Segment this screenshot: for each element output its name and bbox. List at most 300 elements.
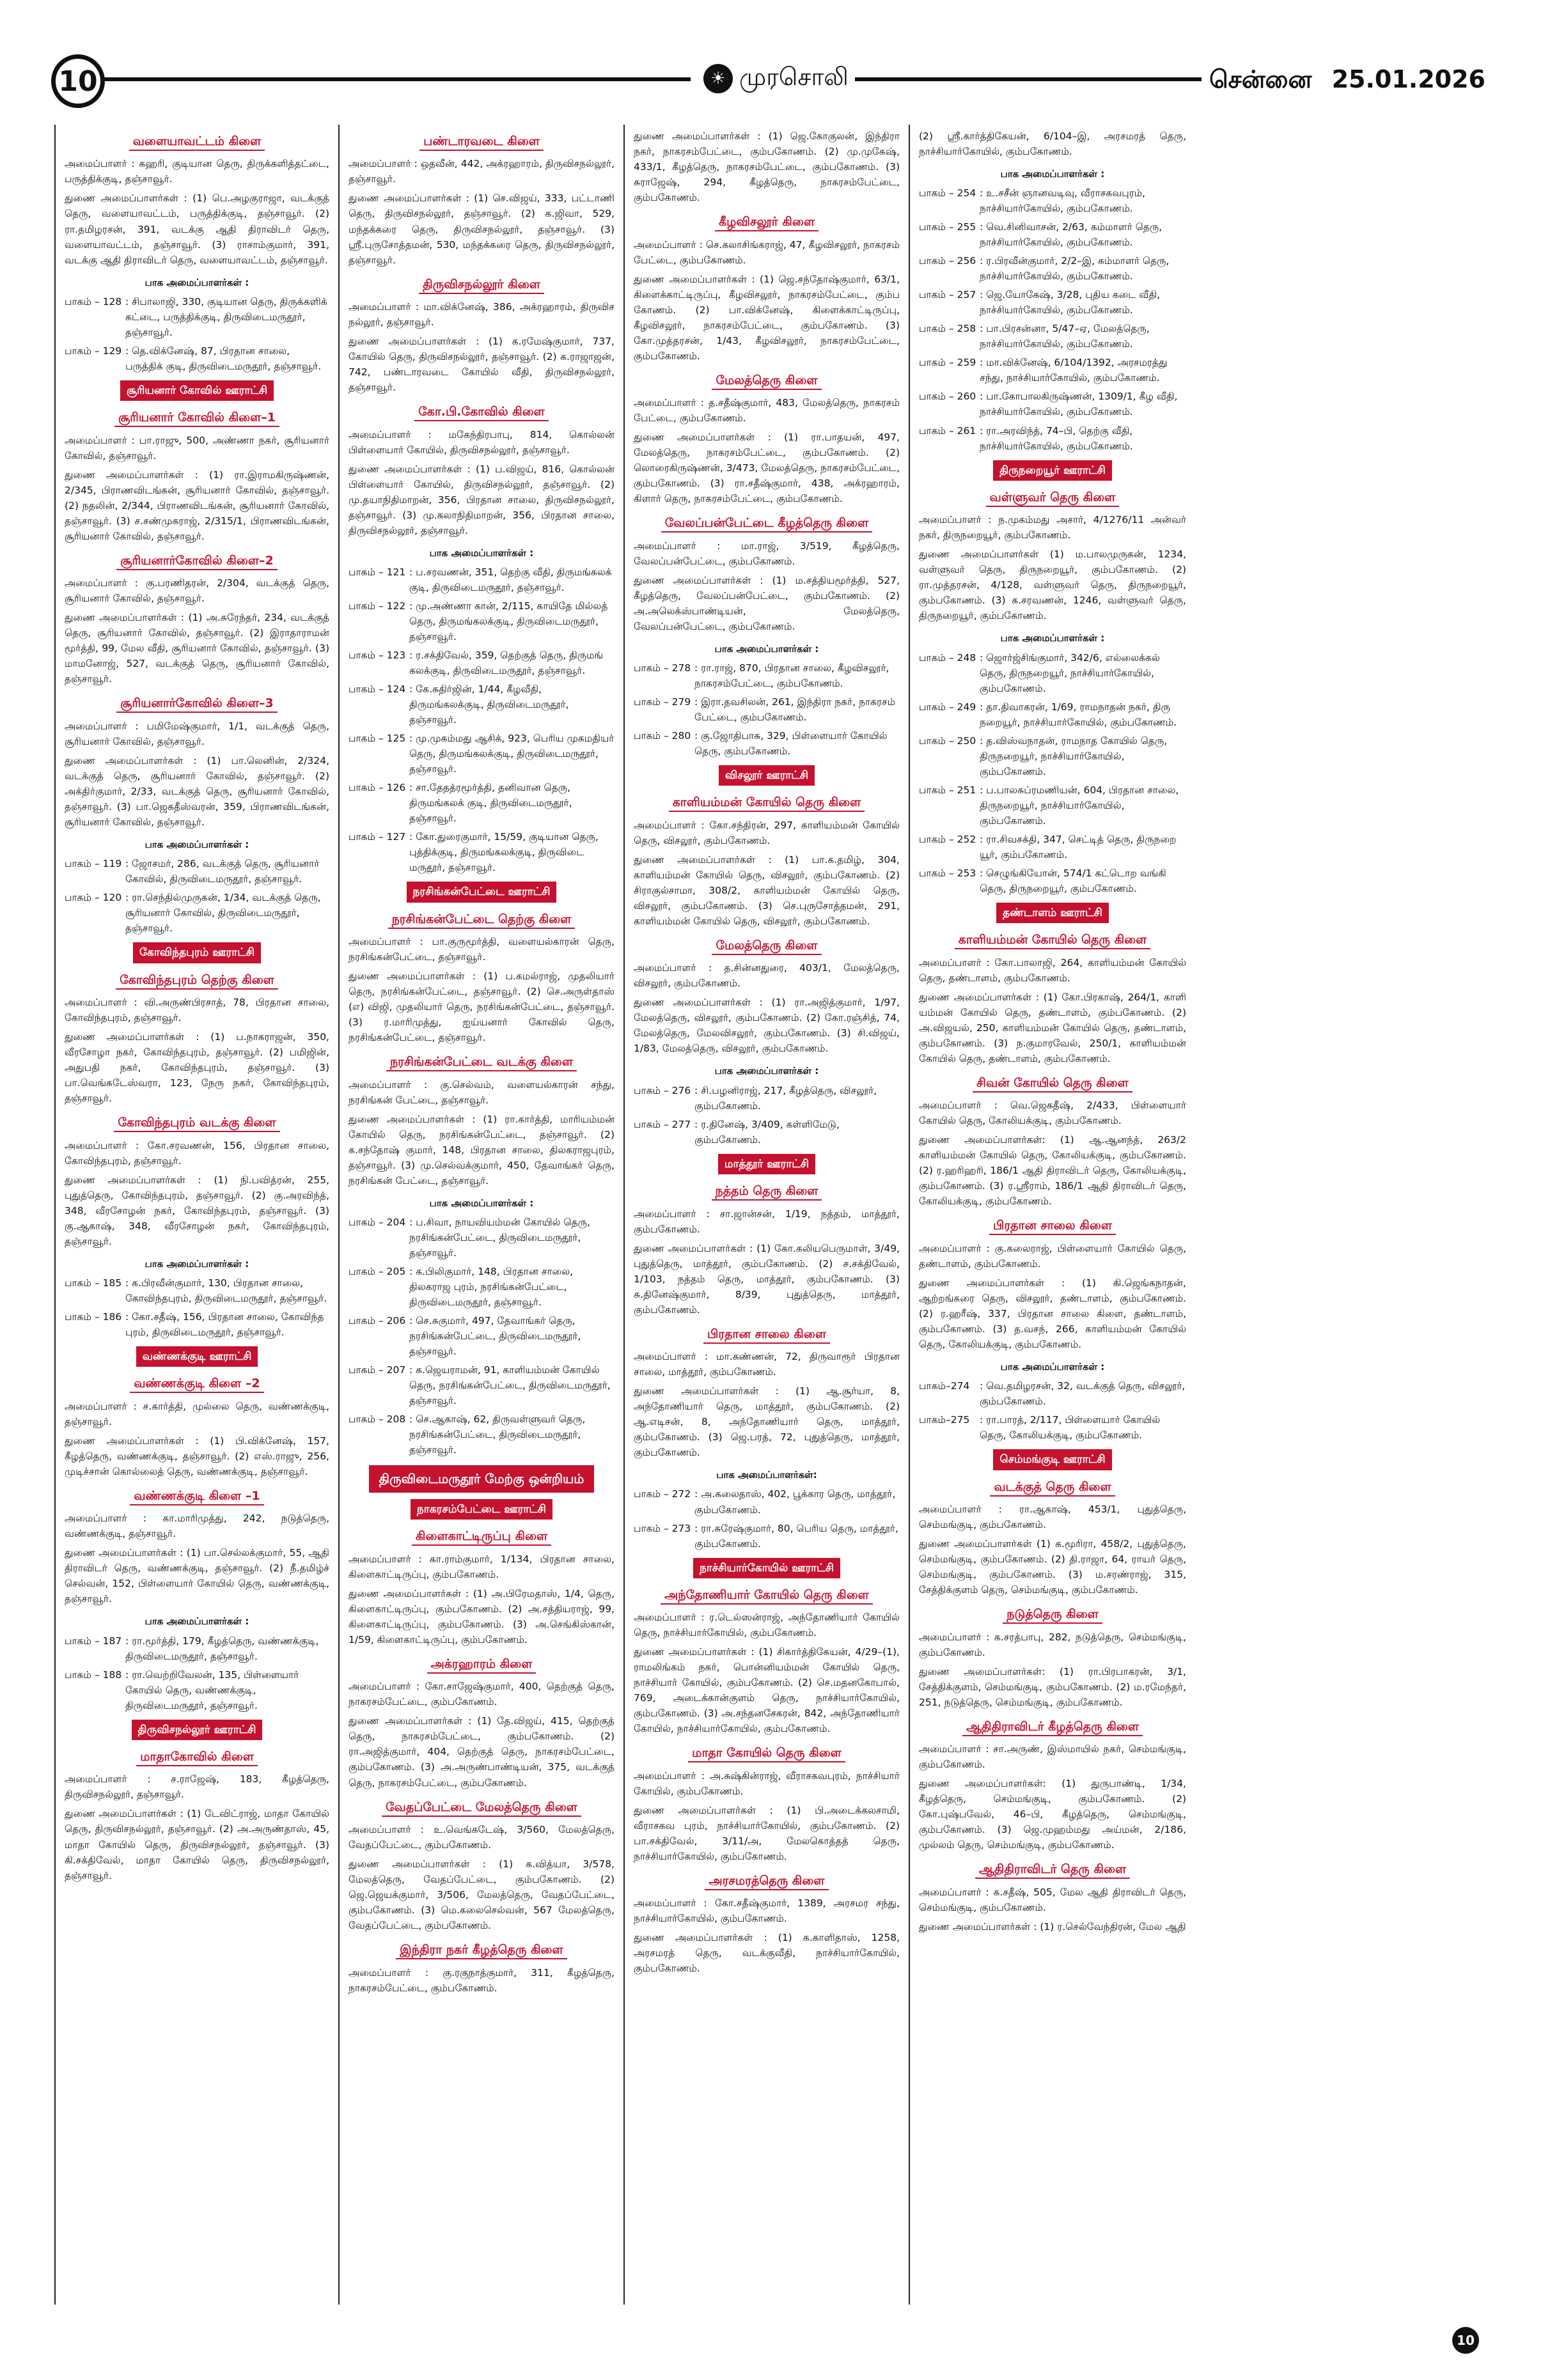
booth-organizer: : த.விஸ்வநாதன், ராமநாத கோயில் தெரு, திருநறையூர், நாச்சியார்கோயில், கும்பகோணம். bbox=[980, 735, 1168, 777]
organizer-paragraph: துணை அமைப்பாளர்கள் : (1) ரா.பாதயன், 497, மேலத்தெரு, நாகரசம்பேட்டை, கும்பகோணம். (2) லொரைகிருஷ்ணன், 3/473, மேலத்தெரு, நாகரசம்பேட்டை, கும்பகோணம். (3) ரா.சதீஷ்குமார், 438, அக்ரஹாரம், கிளார் தெரு, நாகரசம்பேட்டை, கும்பகோணம். bbox=[634, 432, 900, 505]
booth-entry bbox=[919, 389, 1186, 419]
organizer-paragraph: அமைப்பாளர் : சா.ஜான்சன், 1/19, நத்தம், மாத்தூர், கும்பகோணம். bbox=[634, 1208, 900, 1235]
booth-entry bbox=[634, 660, 900, 691]
booth-organizer: : ப.சிவா, நாயவியம்மன் கோயில் தெரு, நரசிங்கன்பேட்டை, திருவிடைமருதூர், தஞ்சாவூர். bbox=[409, 1216, 590, 1259]
organizer-paragraph: துணை அமைப்பாளர்கள் : (1) கி.ஜெங்கநாதன், ஆற்றங்கரை தெரு, விசலூர், தண்டாளம், கும்பகோணம். (2) ர.ஹரீஷ், 337, பிரதான சாலை கிளை, தண்டாளம், கும்பகோணம். (3) த.வசந், 266, காளியம்மன் கோயில் தெரு, கோலியக்குடி, கும்பகோணம். bbox=[919, 1277, 1186, 1350]
organizer-paragraph: அமைப்பாளர் : கா.ராம்குமார், 1/134, பிரதான சாலை, கிளைகாட்டிருப்பு, கும்பகோணம். bbox=[349, 1553, 615, 1580]
booth-number: பாகம் – 185 bbox=[65, 1277, 122, 1289]
booth-organizer: : ப.சரவணன், 351, தெற்கு வீதி, திருமங்கலக் குடி, திருவிடைமருதூர், தஞ்சாவூர். bbox=[409, 566, 612, 593]
organizer-paragraph: அமைப்பாளர் : ச.கார்த்தி, முல்லை தெரு, வண்ணக்குடி, தஞ்சாவூர். bbox=[65, 1400, 329, 1427]
booth-entry bbox=[634, 1486, 900, 1517]
booth-organizer: : ரா.மூர்த்தி, 179, கீழத்தெரு, வண்ணக்குடி, திருவிடைமருதூர், தஞ்சாவூர். bbox=[125, 1635, 319, 1662]
heading-text: பிரதான சாலை கிளை bbox=[703, 1327, 830, 1344]
heading-text: கீழவிசலூர் கிளை bbox=[715, 215, 818, 231]
booth-entry bbox=[919, 423, 1186, 454]
branch-heading bbox=[349, 276, 615, 294]
organizer-paragraph: அமைப்பாளர் : த.சதீஷ்குமார், 483, மேலத்தெரு, நாகரசம் பேட்டை, கும்பகோணம். bbox=[634, 397, 900, 424]
booth-entry bbox=[919, 321, 1186, 352]
heading-text: மாதா கோயில் தெரு கிளை bbox=[688, 1746, 845, 1762]
article-columns bbox=[54, 125, 1480, 2305]
organizer-paragraph: அமைப்பாளர் : செ.கலாசிங்கராஜ், 47, கீழவிசலூர், நாகரசம் பேட்டை, கும்பகோணம். bbox=[634, 238, 900, 266]
booth-entry bbox=[919, 699, 1186, 730]
organizer-paragraph: அமைப்பாளர் : த.சின்னதுரை, 403/1, மேலத்தெரு, விசலூர், கும்பகோணம். bbox=[634, 962, 900, 990]
heading-text: நடுத்தெரு கிளை bbox=[1003, 1607, 1102, 1624]
booth-organizer: : இரா.தவசிலன், 261, இந்திரா நகர், நாகரசம் பேட்டை, கும்பகோணம். bbox=[694, 696, 896, 724]
heading-text: நத்தம் தெரு கிளை bbox=[712, 1184, 822, 1201]
heading-text: மேலத்தெரு கிளை bbox=[712, 938, 821, 955]
organizer-paragraph: துணை அமைப்பாளர்கள் : (1) ர.செல்வேந்திரன், மேல ஆதி bbox=[919, 1920, 1186, 1933]
branch-heading bbox=[349, 1053, 615, 1071]
booth-number: பாகம் – 207 bbox=[349, 1364, 406, 1376]
booth-entry bbox=[634, 1083, 900, 1114]
booth-organizer: : வெ.தமிழரசன், 32, வடக்குத் தெரு, விசலூர், கும்பகோணம். bbox=[980, 1380, 1186, 1408]
heading-text: சூரியனார்கோவில் கிளை–2 bbox=[116, 554, 277, 570]
branch-heading bbox=[65, 971, 329, 990]
booth-organizer: : தெ.விக்னேஷ், 87, பிரதான சாலை, பருத்திக் குடி, திருவிடைமருதூர், தஞ்சாவூர். bbox=[125, 345, 322, 372]
branch-heading bbox=[634, 1325, 900, 1344]
booth-entry bbox=[65, 1633, 329, 1664]
booth-number: பாகம் – 187 bbox=[65, 1635, 122, 1647]
booth-entry bbox=[919, 1378, 1186, 1409]
organizer-paragraph: துணை அமைப்பாளர்கள் : (1) கோ.கலியபெருமாள், 3/49, புதுத்தெரு, மாத்தூர், கும்பகோணம். (2) ச.சக்திவேல், 1/103, நத்தம் தெரு, மாத்தூர், கும்பகோணம். (3) சு.தினேஷ்குமார், 8/39, புதுத்தெரு, மாத்தூர், கும்பகோணம். bbox=[634, 1242, 900, 1316]
booth-entry bbox=[349, 829, 615, 875]
branch-heading bbox=[65, 132, 329, 151]
booth-organizer: : சிபாலாஜி, 330, குடியான தெரு, திருக்களிக் கட்டை, பருத்திக்குடி, திருவிடைமருதூர், தஞ்சாவூர். bbox=[125, 295, 327, 338]
booth-organizer: : ரா.செந்தில்முருகன், 1/34, வடக்குத் தெரு, சூரியனார் கோவில், திருவிடைமருதூர், தஞ்சாவூர். bbox=[125, 892, 321, 935]
booth-entry bbox=[65, 343, 329, 374]
panchayat-banner bbox=[349, 1499, 615, 1520]
booth-organizer: : ரா.சுரேஷ்குமார், 80, பெரிய தெரு, மாத்தூர், கும்பகோணம். bbox=[694, 1522, 898, 1550]
heading-text: அந்தோணியார் கோயில் தெரு கிளை bbox=[661, 1588, 873, 1605]
branch-heading bbox=[634, 1872, 900, 1890]
heading-text: இந்திரா நகர் கீழத்தெரு கிளை bbox=[396, 1943, 567, 1959]
organizer-paragraph: அமைப்பாளர் : சா.அருண், இஸ்மாயில் நகர், செம்மங்குடி, கும்பகோணம். bbox=[919, 1743, 1186, 1771]
panchayat-banner bbox=[349, 882, 615, 902]
panchayat-banner bbox=[65, 942, 329, 963]
booth-number: பாகம் – 125 bbox=[349, 733, 406, 745]
branch-heading bbox=[634, 1182, 900, 1201]
booth-organizers-label: பாக அமைப்பாளர்கள் : bbox=[1000, 632, 1105, 644]
booth-organizer: : க.பிரவீன்குமார், 130, பிரதான சாலை, கோவிந்தபுரம், திருவிடைமருதூர், தஞ்சாவூர். bbox=[125, 1277, 327, 1304]
branch-heading bbox=[919, 1217, 1186, 1235]
booth-entry bbox=[349, 1412, 615, 1458]
booth-organizers-label: பாக அமைப்பாளர்கள் : bbox=[145, 1615, 249, 1628]
booth-entry bbox=[919, 866, 1186, 896]
booth-organizer: : தா.திவாகரன், 1/69, ராமநாதன் நகர், திரு நறையூர், நாச்சியார்கோயில், கும்பகோணம். bbox=[980, 701, 1177, 728]
branch-heading bbox=[919, 931, 1186, 949]
organizer-paragraph: துணை அமைப்பாளர்கள் : (1) ஜெ.சந்தோஷ்குமார், 63/1, கிளைக்காட்டிருப்பு, கீழவிசலூர், நாகரசம்பேட்டை, கும்ப கோணம். (2) பா.விக்னேஷ், கிளைக்காட்டிருப்பு, கீழவிசலூர், நாகரசம்பேட்டை, கும்பகோணம். (3) கோ.முத்தரசன், 1/43, கீழவிசலூர், நாகரசம்பேட்டை, கும்பகோணம். bbox=[634, 273, 900, 362]
booth-organizers-label: பாக அமைப்பாளர்கள் : bbox=[1000, 168, 1105, 180]
booth-entry bbox=[634, 1117, 900, 1147]
booth-organizer: : ரா.ராஜ், 870, பிரதான சாலை, கீழவிசலூர், நாகரசம்பேட்டை, கும்பகோணம். bbox=[694, 662, 889, 689]
booth-entry bbox=[919, 733, 1186, 779]
booth-number: பாகம் – 277 bbox=[634, 1118, 691, 1130]
booth-organizer: : க.ஜெயராமன், 91, காளியம்மன் கோயில் தெரு, நரசிங்கன்பேட்டை, திருவிடைமருதூர், தஞ்சாவூர். bbox=[409, 1364, 611, 1407]
heading-text: விசலூர் ஊராட்சி bbox=[719, 765, 815, 786]
booth-entry bbox=[919, 185, 1186, 216]
branch-heading bbox=[634, 371, 900, 390]
organizer-paragraph: துணை அமைப்பாளர்கள் : (1) ஜெ.கோகுலன், இந்திரா நகர், நாகரசம்பேட்டை, கும்பகோணம். (2) மு.முகேஷ், 433/1, கீழத்தெரு, நாகரசம்பேட்டை, கும்பகோணம். (3) சுராஜேஷ், 294, கீழத்தெரு, நாகரசம்பேட்டை, கும்பகோணம். bbox=[634, 130, 900, 204]
organizer-paragraph: அமைப்பாளர் : ர.டெல்ஸன்ராஜ், அந்தோணியார் கோயில் தெரு, நாச்சியார்கோயில், கும்பகோணம். bbox=[634, 1612, 900, 1639]
organizer-paragraph: துணை அமைப்பாளர்கள் (1) க.மூரிரா, 458/2, புதுத்தெரு, செம்மங்குடி, கும்பகோணம். (2) தி.ராஜா, 64, ராயர் தெரு, செம்மங்குடி, கும்பகோணம். (3) ம.சரண்ராஜ், 315, சேத்திக்குளம் தெரு, செம்மங்குடி, கும்பகோணம். bbox=[919, 1538, 1186, 1596]
booth-organizers-label: பாக அமைப்பாளர்கள் : bbox=[714, 1065, 819, 1077]
header-rule-left bbox=[96, 77, 691, 81]
booth-organizer: : க.பிலிகுமார், 148, பிரதான சாலை, திலகராஜ புரம், நரசிங்கன்பேட்டை, திருவிடைமருதூர், தஞ்சாவூர். bbox=[409, 1265, 573, 1308]
booth-organizer: : ரா.சிவசக்தி, 347, செட்டித் தெரு, திருநறை யூர், கும்பகோணம். bbox=[980, 833, 1177, 860]
heading-text: திருநறையூர் ஊராட்சி bbox=[993, 460, 1112, 481]
branch-heading bbox=[349, 910, 615, 929]
heading-text: பண்டாரவடை கிளை bbox=[419, 134, 544, 151]
organizer-paragraph: அமைப்பாளர் : கோ.சதீஷ்குமார், 1389, அரசமர சந்து, நாச்சியார்கோயில், கும்பகோணம். bbox=[634, 1897, 900, 1925]
heading-text: நரசிங்கன்பேட்டை ஊராட்சி bbox=[407, 882, 557, 902]
organizer-paragraph: துணை அமைப்பாளர்கள் : (1) நி.பவித்ரன், 255, புதுத்தெரு, கோவிந்தபுரம், தஞ்சாவூர். (2) கு.அரவிந்த், 348, வீரசோழன் நகர், கோவிந்தபுரம், தஞ்சாவூர். (3) கு.ஆகாஷ், 348, வீரசோழன் நகர், கோவிந்தபுரம், தஞ்சாவூர். bbox=[65, 1174, 329, 1247]
organizer-paragraph: துணை அமைப்பாளர்கள் : (1) ரா.இராமகிருஷ்ணன், 2/345, பிராணவிடங்கன், சூரியனார் கோவில், தஞ்சாவூர். (2) நதலின், 2/344, பிராணவிடங்கன், சூரியனார் கோவில், தஞ்சாவூர். (3) ச.சண்முகராஜ், 2/315/1, பிராணவிடங்கன், சூரியனார் கோவில், தஞ்சாவூர். bbox=[65, 469, 329, 542]
organizer-paragraph: துணை அமைப்பாளர்கள் : (1) செ.விஜய், 333, பட்டாணி தெரு, திருவிசநல்லூர், தஞ்சாவூர். (2) க.ஜிவா, 529, மந்தக்கரை தெரு, திருவிசநல்லூர், தஞ்சாவூர். (3) ஸ்ரீ.புருசோத்தமன், 530, மந்தக்கரை தெரு, திருவிசநல்லூர், தஞ்சாவூர். bbox=[349, 192, 615, 266]
heading-text: தண்டாளம் ஊராட்சி bbox=[996, 903, 1109, 923]
branch-heading bbox=[65, 694, 329, 713]
booth-entry bbox=[919, 287, 1186, 318]
organizer-paragraph: அமைப்பாளர் : கு.கலைராஜ், பிள்ளையார் கோயில் தெரு, தண்டாளம், கும்பகோணம். bbox=[919, 1242, 1186, 1270]
heading-text: சூரியனார் கோவில் கிளை–1 bbox=[114, 410, 279, 427]
heading-text: பிரதான சாலை கிளை bbox=[989, 1218, 1116, 1235]
organizer-paragraph: துணை அமைப்பாளர்கள் : (1) அ.பிரேமதாஸ், 1/4, தெரு, கிளைகாட்டிருப்பு, கும்பகோணம். (2) அ.சத்தியராஜ், 99, கிளைகாட்டிருப்பு, கும்பகோணம். (3) அ.செங்கிஸ்கான், 1/59, கிளைகாட்டிருப்பு, கும்பகோணம். bbox=[349, 1587, 615, 1645]
booth-organizer: : செ.சுகுமார், 497, தேவாங்கர் தெரு, நரசிங்கன்பேட்டை, திருவிடைமருதூர், தஞ்சாவூர். bbox=[409, 1314, 581, 1357]
union-banner bbox=[349, 1465, 615, 1493]
branch-heading bbox=[634, 937, 900, 955]
booth-organizers-label: பாக அமைப்பாளர்கள் : bbox=[1000, 1360, 1105, 1373]
booth-organizer: : கே.சுதிர்ஜின், 1/44, கீழவீதி, திருமங்கலக்குடி, திருவிடைமருதூர், தஞ்சாவூர். bbox=[409, 683, 569, 726]
booth-number: பாகம் – 205 bbox=[349, 1265, 406, 1277]
organizer-paragraph: அமைப்பாளர் : கோ.சந்திரன், 297, காளியம்மன் கோயில் தெரு, விசலூர், கும்பகோணம். bbox=[634, 819, 900, 846]
panchayat-banner bbox=[65, 380, 329, 401]
organizer-paragraph: துணை அமைப்பாளர்கள் : (1) பா.செல்லக்குமார், 55, ஆதி திராவிடர் தெரு, வண்ணக்குடி, தஞ்சாவூர். (2) நீ.தமிழ்ச் செல்வன், 152, பிள்ளையார் கோயில் தெரு, வண்ணக்குடி, தஞ்சாவூர். bbox=[65, 1547, 329, 1605]
organizer-paragraph: அமைப்பாளர் : க.சதீஷ், 505, மேல ஆதி திராவிடர் தெரு, செம்மங்குடி, கும்பகோணம். bbox=[919, 1886, 1186, 1913]
organizer-paragraph: துணை அமைப்பாளர்கள் (1) ம.பாலமுருகன், 1234, வள்ளுவர் தெரு, திருநறையூர், கும்பகோணம். (2) ரா.முத்தரசன், 4/128, வள்ளுவர் தெரு, திருநறையூர், கும்பகோணம். (3) க.சரவணன், 1246, வள்ளுவர் தெரு, திருநறையூர், கும்பகோணம். bbox=[919, 548, 1186, 622]
heading-text: திருவிசநல்லூர் கிளை bbox=[419, 277, 544, 294]
branch-heading bbox=[349, 1941, 615, 1959]
organizer-paragraph: அமைப்பாளர் : கு.செல்வம், வளையல்காரன் சந்து, நரசிங்கன் பேட்டை, தஞ்சாவூர். bbox=[349, 1078, 615, 1106]
heading-text: வளையாவட்டம் கிளை bbox=[129, 134, 265, 151]
booth-entry bbox=[634, 694, 900, 725]
organizer-paragraph: அமைப்பாளர் : கோ.பாலாஜி, 264, காளியம்மன் கோயில் தெரு, தண்டாளம், கும்பகோணம். bbox=[919, 956, 1186, 984]
organizer-paragraph: துணை அமைப்பாளர்கள் : (1) ஆ.சூர்யா, 8, அந்தோணியார் தெரு, மாத்தூர், கும்பகோணம். (2) ஆ.எடிசன், 8, அந்தோணியார் தெரு, மாத்தூர், கும்பகோணம். (3) ஜெ.பரத், 72, புதுத்தெரு, மாத்தூர், கும்பகோணம். bbox=[634, 1385, 900, 1459]
booth-organizer: : ப.பாலசுப்ரமணியன், 604, பிரதான சாலை, திருநறையூர், நாச்சியார்கோயில், கும்பகோணம். bbox=[980, 784, 1179, 827]
booth-organizer: : கு.ஜோதிபாசு, 329, பிள்ளையார் கோயில் தெரு, கும்பகோணம். bbox=[694, 730, 888, 758]
booth-organizer: : பா.பிரசன்னா, 5/47–ஏ, மேலத்தெரு, நாச்சியார்கோயில், கும்பகோணம். bbox=[980, 323, 1150, 350]
heading-text: சூரியனார் கோவில் ஊராட்சி bbox=[120, 380, 274, 401]
booth-entry bbox=[634, 1521, 900, 1552]
booth-entry bbox=[919, 1412, 1186, 1443]
booth-entry bbox=[349, 1264, 615, 1310]
organizer-paragraph: துணை அமைப்பாளர்கள் : (1) பா.க.தமிழ், 304, காளியம்மன் கோயில் தெரு, விசலூர், கும்பகோணம். (2) சிராகுல்சாமா, 308/2, காளியம்மன் கோயில் தெரு, விசலூர், கும்பகோணம். (3) செ.புருசோத்தமன், 291, காளியம்மன் கோயில் தெரு, விசலூர், கும்பகோணம். bbox=[634, 853, 900, 927]
booth-entry bbox=[349, 1362, 615, 1408]
branch-heading bbox=[65, 408, 329, 427]
booth-organizer: : செழுங்கியோன், 574/1 கட்டொற வங்கி தெரு, திருநறையூர், கும்பகோணம். bbox=[980, 867, 1166, 894]
column-1 bbox=[54, 125, 340, 2305]
city-name: சென்னை bbox=[1209, 65, 1312, 93]
branch-heading bbox=[65, 1748, 329, 1766]
organizer-paragraph: துணை அமைப்பாளர்கள் : (1) ப.விஜய், 816, கொல்லன் பிள்ளையார் கோயில், திருவிசநல்லூர், தஞ்சாவூர். (2) மு.தயாநிதிமாறன், 356, பிரதான சாலை, திருவிசநல்லூர், தஞ்சாவூர். (3) மு.கலாநிதிமாறன், 356, பிரதான சாலை, திருவிசநல்லூர், தஞ்சாவூர். bbox=[349, 463, 615, 536]
organizer-paragraph: துணை அமைப்பாளர்கள் : (1) ரா.அஜித்குமார், 1/97, மேலத்தெரு, விசலூர், கும்பகோணம். (2) கோ.ரஞ்சித், 74, மேலத்தெரு, மேலவிசலூர், கும்பகோணம். (3) சி.விஜய், 1/83, மேலத்தெரு, விசலூர், கும்பகோணம். bbox=[634, 997, 900, 1055]
booth-number: பாகம் – 273 bbox=[634, 1522, 691, 1534]
masthead bbox=[697, 63, 855, 95]
heading-text: வள்ளுவர் தெரு கிளை bbox=[986, 490, 1120, 507]
heading-text: வேதப்பேட்டை மேலத்தெரு கிளை bbox=[382, 1800, 581, 1817]
page-header bbox=[0, 0, 1543, 121]
heading-text: செம்மங்குடி ஊராட்சி bbox=[993, 1449, 1111, 1470]
organizer-paragraph: துணை அமைப்பாளர்கள் : (1) ம.சத்தியமூர்த்தி, 527, கீழத்தெரு, வேலப்பன்பேட்டை, கும்பகோணம். (2) அ.அலெக்ஸ்பாண்டியன், மேலத்தெரு, வேலப்பன்பேட்டை, கும்பகோணம். bbox=[634, 574, 900, 632]
booth-entry bbox=[349, 564, 615, 595]
organizer-paragraph: அமைப்பாளர் : அ.சுஷ்கின்ராஜ், வீராசகவபுரம், நாச்சியார் கோயில், கும்பகோணம். bbox=[634, 1769, 900, 1797]
booth-organizers-label: பாக அமைப்பாளர்கள் : bbox=[429, 547, 534, 559]
booth-number: பாகம் – 204 bbox=[349, 1216, 406, 1228]
organizer-paragraph: அமைப்பாளர் : கு.பரணிதரன், 2/304, வடக்குத் தெரு, சூரியனார் கோவில், தஞ்சாவூர். bbox=[65, 577, 329, 605]
organizer-paragraph: துணை அமைப்பாளர்கள் : (1) பி.அடைக்கலசாமி, வீராசகவ புரம், நாச்சியார்கோயில், கும்பகோணம். (2) பா.சக்திவேல், 3/11/அ, மேலகொத்தத் தெரு, நாச்சியார்கோயில், கும்பகோணம். bbox=[634, 1804, 900, 1862]
booth-entry bbox=[349, 648, 615, 678]
booth-number: பாகம் – 250 bbox=[919, 735, 976, 747]
organizer-paragraph: அமைப்பாளர் : வி.அருண்பிரசாத், 78, பிரதான சாலை, கோவிந்தபுரம், தஞ்சாவூர். bbox=[65, 996, 329, 1023]
heading-text: ஆதிதிராவிடர் தெரு கிளை bbox=[975, 1862, 1130, 1879]
booth-organizers-label: பாக அமைப்பாளர்கள் : bbox=[714, 642, 819, 655]
branch-heading bbox=[919, 1074, 1186, 1093]
organizer-paragraph: துணை அமைப்பாளர்கள்: (1) ஆ.ஆனந்த், 263/2 காளியம்மன் கோயில் தெரு, கோலியக்குடி, கும்பகோணம். (2) ர.ஹரிஹரி, 186/1 ஆதி திராவிடர் தெரு, கோலியக்குடி, கும்பகோணம். (3) ர.ஸ்ரீராம், 186/1 ஆதி திராவிடர் தெரு, கோலியக்குடி, கும்பகோணம். bbox=[919, 1134, 1186, 1208]
booth-number: பாகம்–274 bbox=[919, 1380, 970, 1392]
organizer-paragraph: அமைப்பாளர் : மகேந்திரபாபு, 814, கொல்லன் பிள்ளையார் கோயில், திருவிசநல்லூர், தஞ்சாவூர். bbox=[349, 428, 615, 456]
booth-number: பாகம் – 188 bbox=[65, 1668, 122, 1681]
booth-entry bbox=[65, 856, 329, 887]
booth-number: பாகம் – 257 bbox=[919, 289, 976, 301]
heading-text: மாதாகோவில் கிளை bbox=[136, 1750, 258, 1766]
heading-text: கிளைகாட்டிருப்பு கிளை bbox=[412, 1529, 551, 1546]
booth-number: பாகம் – 123 bbox=[349, 649, 406, 661]
booth-entry bbox=[634, 728, 900, 759]
organizer-paragraph: அமைப்பாளர் : ரா.ஆகாஷ், 453/1, புதுத்தெரு, செம்மங்குடி, கும்பகோணம். bbox=[919, 1503, 1186, 1530]
panchayat-banner bbox=[919, 460, 1186, 481]
booth-number: பாகம் – 252 bbox=[919, 833, 976, 845]
organizer-paragraph: அமைப்பாளர் : கஹரி, குடியான தெரு, திருக்களித்தட்டை, பருத்திக்குடி, தஞ்சாவூர். bbox=[65, 158, 329, 185]
booth-number: பாகம் – 254 bbox=[919, 187, 976, 199]
booth-number: பாகம் – 256 bbox=[919, 255, 976, 267]
booth-number: பாகம் – 120 bbox=[65, 892, 122, 904]
booth-entry bbox=[65, 294, 329, 340]
organizer-paragraph: (2) ஸ்ரீ.கார்த்திகேயன், 6/104–இ, அரசமரத் தெரு, நாச்சியார்கோயில், கும்பகோணம். bbox=[919, 130, 1186, 158]
organizer-paragraph: அமைப்பாளர் : ஒதவீன், 442, அக்ரஹாரம், திருவிசநல்லூர், தஞ்சாவூர். bbox=[349, 158, 615, 185]
booth-organizer: : ர.சக்திவேல், 359, தெற்குத் தெரு, திருமங் கலக்குடி, திருவிடைமருதூர், தஞ்சாவூர். bbox=[409, 649, 604, 676]
booth-number: பாகம் – 276 bbox=[634, 1084, 691, 1096]
booth-organizer: : ரா.அரவிந்த், 74–பி, தெற்கு வீதி, நாச்சியார்கோயில், கும்பகோணம். bbox=[980, 424, 1133, 452]
heading-text: நரசிங்கன்பேட்டை தெற்கு கிளை bbox=[388, 912, 576, 929]
booth-entry bbox=[919, 832, 1186, 862]
footer-page-number: 10 bbox=[1452, 2327, 1479, 2354]
organizer-paragraph: அமைப்பாளர் : மா.ராஜ், 3/519, கீழத்தெரு, வேலப்பன்பேட்டை, கும்பகோணம். bbox=[634, 540, 900, 567]
booth-number: பாகம் – 259 bbox=[919, 357, 976, 369]
heading-text: கோவிந்தபுரம் வடக்கு கிளை bbox=[114, 1116, 279, 1132]
organizer-paragraph: துணை அமைப்பாளர்கள் : (1) ப.நாகராஜன், 350, வீரசோழா நகர், கோவிந்தபுரம், தஞ்சாவூர். (2) பமிஜின், அதுபதி நகர், கோவிந்தபுரம், தஞ்சாவூர். (3) பா.வெங்கடேஸ்வரா, 123, நேரு நகர், கோவிந்தபுரம், தஞ்சாவூர். bbox=[65, 1031, 329, 1105]
booth-number: பாகம்–275 bbox=[919, 1414, 970, 1426]
booth-number: பாகம் – 279 bbox=[634, 696, 691, 708]
booth-organizer: : மா.விக்னேஷ், 6/104/1392, அரசமரத்து சந்து, நாச்சியார்கோயில், கும்பகோணம். bbox=[980, 357, 1168, 384]
booth-number: பாகம் – 122 bbox=[349, 600, 406, 612]
organizer-paragraph: துணை அமைப்பாளர்கள் : (1) தே.விஜய், 415, தெற்குத் தெரு, நாகரசம்பேட்டை, கும்பகோணம். (2) ரா.அஜித்குமார், 404, தெற்குத் தெரு, நாகரசம்பேட்டை, கும்பகோணம். (3) அ.அருண்பாண்டியன், 375, வடக்குத் தெரு, நாகரசம்பேட்டை, கும்பகோணம். bbox=[349, 1715, 615, 1789]
branch-heading bbox=[65, 1487, 329, 1505]
booth-organizer: : ரா.வெற்றிவேலன், 135, பிள்ளையார் கோயில் தெரு, வண்ணக்குடி, திருவிடைமருதூர், தஞ்சாவூர். bbox=[125, 1668, 299, 1711]
heading-text: வேலப்பன்பேட்டை கீழத்தெரு கிளை bbox=[661, 516, 873, 533]
booth-organizer: : சா.தேதத்ரமூர்த்தி, தனிவான தெரு, திருமங்கலக் குடி, திருவிடைமருதூர், தஞ்சாவூர். bbox=[409, 782, 572, 825]
heading-text: அரசமரத்தெரு கிளை bbox=[705, 1874, 828, 1890]
booth-organizers-label: பாக அமைப்பாளர்கள் : bbox=[429, 1197, 534, 1209]
booth-organizer: : வெ.சினிவாசன், 2/63, கம்மாளர் தெரு, நாச்சியார்கோயில், கும்பகோணம். bbox=[980, 221, 1163, 249]
branch-heading bbox=[919, 1605, 1186, 1624]
heading-text: மாத்தூர் ஊராட்சி bbox=[718, 1154, 815, 1174]
heading-text: வண்ணக்குடி ஊராட்சி bbox=[136, 1346, 258, 1367]
heading-text: வண்ணக்குடி கிளை –2 bbox=[130, 1376, 263, 1393]
heading-text: வடக்குத் தெரு கிளை bbox=[990, 1480, 1115, 1497]
heading-text: காளியம்மன் கோயில் தெரு கிளை bbox=[669, 795, 865, 812]
branch-heading bbox=[349, 132, 615, 151]
branch-heading bbox=[919, 1860, 1186, 1879]
booth-number: பாகம் – 278 bbox=[634, 662, 691, 674]
booth-organizer: : ஜொர்ஜ்சிங்குமார், 342/6, எல்லைக்கல் தெரு, திருநறையூர், நாச்சியார்கோயில், கும்பகோணம். bbox=[980, 651, 1160, 694]
booth-entry bbox=[349, 1313, 615, 1359]
branch-heading bbox=[65, 552, 329, 570]
organizer-paragraph: துணை அமைப்பாளர்கள் : (1) பா.லெனின், 2/324, வடக்குத் தெரு, சூரியனார் கோவில், தஞ்சாவூர். (2) அக்திர்குமார், 2/33, வடக்குத் தெரு, சூரியனார் கோவில், தஞ்சாவூர். (3) பா.ஜெகதீஸ்வரன், 359, பிராணவிடங்கன், சூரியனார் கோவில், தஞ்சாவூர். bbox=[65, 754, 329, 828]
booth-entry bbox=[349, 681, 615, 727]
panchayat-banner bbox=[634, 1558, 900, 1578]
booth-number: பாகம் – 208 bbox=[349, 1413, 406, 1426]
booth-entry bbox=[919, 219, 1186, 250]
organizer-paragraph: துணை அமைப்பாளர்கள் : (1) டேவிட்ராஜ், மாதா கோயில் தெரு, திருவிசநல்லூர், தஞ்சாவூர். (2) அ.அருண்தாஸ், 45, மாதா கோயில் தெரு, திருவிசநல்லூர், தஞ்சாவூர். (3) கி.சக்திவேல், மாதா கோயில் தெரு, திருவிசநல்லூர், தஞ்சாவூர். bbox=[65, 1808, 329, 1881]
booth-entry bbox=[349, 1215, 615, 1261]
dateline bbox=[1202, 65, 1485, 97]
booth-number: பாகம் – 258 bbox=[919, 323, 976, 335]
booth-number: பாகம் – 251 bbox=[919, 784, 976, 796]
branch-heading bbox=[65, 1374, 329, 1393]
branch-heading bbox=[349, 1527, 615, 1546]
booth-number: பாகம் – 248 bbox=[919, 651, 976, 664]
booth-number: பாகம் – 260 bbox=[919, 391, 976, 403]
branch-heading bbox=[634, 793, 900, 812]
booth-number: பாகம் – 128 bbox=[65, 295, 122, 307]
booth-organizers-label: பாக அமைப்பாளர்கள் : bbox=[145, 276, 249, 288]
heading-text: திருவிசநல்லூர் ஊராட்சி bbox=[132, 1720, 263, 1740]
booth-number: பாகம் – 127 bbox=[349, 831, 406, 843]
booth-entry bbox=[919, 650, 1186, 696]
column-3 bbox=[625, 125, 910, 2305]
heading-text: அக்ரஹாரம் கிளை bbox=[427, 1657, 537, 1674]
booth-number: பாகம் – 119 bbox=[65, 858, 122, 870]
header-rule-right bbox=[847, 77, 1244, 81]
organizer-paragraph: அமைப்பாளர் : மா.கண்ணன், 72, திருவாரூர் பிரதான சாலை, மாத்தூர், கும்பகோணம். bbox=[634, 1351, 900, 1378]
heading-text: கோவிந்தபுரம் தெற்கு கிளை bbox=[116, 973, 278, 990]
booth-number: பாகம் – 272 bbox=[634, 1488, 691, 1500]
heading-text: நரசிங்கன்பேட்டை வடக்கு கிளை bbox=[386, 1055, 577, 1071]
booth-entry bbox=[349, 598, 615, 644]
booth-entry bbox=[65, 1309, 329, 1340]
branch-heading bbox=[634, 1744, 900, 1762]
organizer-paragraph: அமைப்பாளர் : கோ.சாஜேஷ்குமார், 400, தெற்குத் தெரு, நாகரசம்பேட்டை, கும்பகோணம். bbox=[349, 1681, 615, 1708]
booth-organizers-label: பாக அமைப்பாளர்கள் : bbox=[145, 838, 249, 850]
booth-number: பாகம் – 126 bbox=[349, 782, 406, 794]
organizer-paragraph: துணை அமைப்பாளர்கள்: (1) துருபாண்டி, 1/34, கீழத்தெரு, செம்மங்குடி, கும்பகோணம். (2) கோ.புஷ்பவேல், 46–பி, கீழத்தெரு, செம்மங்குடி, கும்பகோணம். (3) ஜெ.முஹம்மது அய்மன், 2/186, முல்லம் தெரு, செம்மங்குடி, கும்பகோணம். bbox=[919, 1778, 1186, 1851]
branch-heading bbox=[919, 1718, 1186, 1736]
branch-heading bbox=[634, 514, 900, 533]
panchayat-banner bbox=[65, 1346, 329, 1367]
organizer-paragraph: துணை அமைப்பாளர்கள் : (1) ரா.கார்த்தி, மாரியம்மன் கோயில் தெரு, நரசிங்கன்பேட்டை, தஞ்சாவூர். (2) க.சந்தோஷ் குமார், 148, பிரதான சாலை, திலகராஜபுரம், தஞ்சாவூர். (3) மு.செல்வக்குமார், 450, தேவாங்கர் தெரு, நரசிங்கன் பேட்டை, தஞ்சாவூர். bbox=[349, 1113, 615, 1186]
booth-entry bbox=[65, 890, 329, 936]
column-2 bbox=[340, 125, 625, 2305]
booth-number: பாகம் – 186 bbox=[65, 1311, 122, 1323]
organizer-paragraph: அமைப்பாளர் : மா.விக்னேஷ், 386, அக்ரஹாரம், திருவிச நல்லூர், தஞ்சாவூர். bbox=[349, 300, 615, 328]
booth-organizer: : சி.பழனிராஜ், 217, கீழத்தெரு, விசலூர், கும்பகோணம். bbox=[694, 1084, 877, 1112]
booth-organizer: : ஜெ.யோகேஷ், 3/28, புதிய கடை வீதி, நாச்சியார்கோயில், கும்பகோணம். bbox=[980, 289, 1160, 316]
booth-number: பாகம் – 124 bbox=[349, 683, 406, 695]
booth-organizer: : அ.கலைதாஸ், 402, பூக்கார தெரு, மாத்தூர், கும்பகோணம். bbox=[694, 1488, 896, 1516]
heading-text: வண்ணக்குடி கிளை –1 bbox=[130, 1489, 263, 1505]
organizer-paragraph: அமைப்பாளர் : வெ.ஜெகதீஷ், 2/433, பிள்ளையார் கோயில் தெரு, கோலியக்குடி, கும்பகோணம். bbox=[919, 1100, 1186, 1127]
booth-entry bbox=[919, 782, 1186, 828]
branch-heading bbox=[634, 1586, 900, 1605]
organizer-paragraph: அமைப்பாளர் : கோ.சரவணன், 156, பிரதான சாலை, கோவிந்தபுரம், தஞ்சாவூர். bbox=[65, 1139, 329, 1167]
heading-text: மேலத்தெரு கிளை bbox=[712, 373, 821, 390]
organizer-paragraph: அமைப்பாளர் : பமிமேஷ்குமார், 1/1, வடக்குத் தெரு, சூரியனார் கோவில், தஞ்சாவூர். bbox=[65, 720, 329, 747]
organizer-paragraph: அமைப்பாளர் : க.சரத்பாபு, 282, நடுத்தெரு, செம்மங்குடி, கும்பகோணம். bbox=[919, 1631, 1186, 1658]
panchayat-banner bbox=[919, 1449, 1186, 1470]
heading-text: சூரியனார்கோவில் கிளை–3 bbox=[116, 696, 277, 713]
booth-organizer: : கோ.சதீஷ், 156, பிரதான சாலை, கோவிந்த புரம், திருவிடைமருதூர், தஞ்சாவூர். bbox=[125, 1311, 324, 1338]
heading-text: நாச்சியார்கோயில் ஊராட்சி bbox=[693, 1558, 840, 1578]
organizer-paragraph: துணை அமைப்பாளர்கள் : (1) பி.விக்னேஷ், 157, கீழத்தெரு, வண்ணக்குடி, தஞ்சாவூர். (2) எஸ்.ராஜு, 256, முடிச்சான் கொல்லைத் தெரு, வண்ணக்குடி, தஞ்சாவூர். bbox=[65, 1435, 329, 1477]
heading-text: காளியம்மன் கோயில் தெரு கிளை bbox=[955, 933, 1151, 949]
organizer-paragraph: அமைப்பாளர் : பா.குருமூர்த்தி, வளையல்காரன் தெரு, நரசிங்கன்பேட்டை, தஞ்சாவூர். bbox=[349, 935, 615, 963]
branch-heading bbox=[349, 1798, 615, 1817]
organizer-paragraph: அமைப்பாளர் : ந.முகம்மது அசார், 4/1276/11 அன்வர் நகர், திருநறையூர், கும்பகோணம். bbox=[919, 514, 1186, 541]
organizer-paragraph: அமைப்பாளர் : பா.ராஜு, 500, அண்ணா நகர், சூரியனார் கோவில், தஞ்சாவூர். bbox=[65, 434, 329, 462]
branch-heading bbox=[634, 213, 900, 231]
booth-organizer: : மு.அண்ணா கான், 2/115, காயிதே மில்லத் தெரு, திருமங்கலக்குடி, திருவிடைமருதூர், தஞ்சாவூர். bbox=[409, 600, 608, 642]
organizer-paragraph: அமைப்பாளர் : ச.ராஜேஷ், 183, கீழத்தெரு, திருவிசநல்லூர், தஞ்சாவூர். bbox=[65, 1773, 329, 1801]
booth-entry bbox=[65, 1275, 329, 1306]
booth-organizer: : செ.ஆகாஷ், 62, திருவள்ளுவர் தெரு, நரசிங்கன்பேட்டை, திருவிடைமருதூர், தஞ்சாவூர். bbox=[409, 1413, 586, 1456]
booth-organizer: : ரா.பாரத், 2/117, பிள்ளையார் கோயில் தெரு, கோலியக்குடி, கும்பகோணம். bbox=[980, 1414, 1161, 1442]
branch-heading bbox=[349, 1655, 615, 1674]
booth-organizers-label: பாக அமைப்பாளர்கள்: bbox=[716, 1469, 817, 1481]
booth-entry bbox=[919, 355, 1186, 385]
organizer-paragraph: துணை அமைப்பாளர்கள் : (1) பெ.அழகுராஜா, வடக்குத் தெரு, வளையாவட்டம், பருத்திக்குடி, தஞ்சாவூர். (2) ரா.தமிழரசன், 391, வடக்கு ஆதி திராவிடர் தெரு, வளையாவட்டம், தஞ்சாவூர். (3) ராசாம்குமார், 391, வடக்கு ஆதி திராவிடர் தெரு, வளையாவட்டம், தஞ்சாவூர். bbox=[65, 192, 329, 266]
booth-entry bbox=[919, 253, 1186, 284]
booth-organizer: : உ.சசீன் ஞானவடிவு, வீராசகவபுரம், நாச்சியார்கோயில், கும்பகோணம். bbox=[980, 187, 1146, 215]
organizer-paragraph: அமைப்பாளர் : கா.மாரிமுத்து, 242, நடுத்தெரு, வண்ணக்குடி, தஞ்சாவூர். bbox=[65, 1513, 329, 1540]
booth-number: பாகம் – 121 bbox=[349, 566, 406, 578]
booth-entry bbox=[349, 780, 615, 826]
heading-text: சிவன் கோயில் தெரு கிளை bbox=[973, 1076, 1132, 1093]
booth-number: பாகம் – 253 bbox=[919, 867, 976, 879]
booth-number: பாகம் – 255 bbox=[919, 221, 976, 233]
booth-organizer: : ஜோசமர், 286, வடக்குத் தெரு, சூரியனார் கோவில், திருவிடைமருதூர், தஞ்சாவூர். bbox=[125, 858, 320, 885]
organizer-paragraph: துணை அமைப்பாளர்கள் : (1) க.ரமேஷ்குமார், 737, கோயில் தெரு, திருவிசநல்லூர், தஞ்சாவூர். (2) க.ராஜாஜன், 742, பண்டாரவடை கோயில் வீதி, திருவிசநல்லூர், தஞ்சாவூர். bbox=[349, 336, 615, 394]
panchayat-banner bbox=[634, 1154, 900, 1174]
booth-organizer: : ர.பிரவீன்குமார், 2/2–இ, கம்மாளர் தெரு, நாச்சியார்கோயில், கும்பகோணம். bbox=[980, 255, 1170, 283]
booth-number: பாகம் – 129 bbox=[65, 345, 122, 357]
booth-organizers-label: பாக அமைப்பாளர்கள் : bbox=[145, 1257, 249, 1270]
booth-organizer: : கோ.துரைகுமார், 15/59, குடியான தெரு, புத்திக்குடி, திருமங்கலக்குடி, திருவிடை மருதூர், தஞ்சாவூர். bbox=[409, 831, 599, 874]
heading-text: திருவிடைமருதூர் மேற்கு ஒன்றியம் bbox=[369, 1465, 595, 1493]
heading-text: கோ.பி.கோவில் கிளை bbox=[414, 405, 549, 421]
page-number-badge: 10 bbox=[51, 54, 105, 108]
branch-heading bbox=[65, 1114, 329, 1132]
organizer-paragraph: துணை அமைப்பாளர்கள்: (1) ரா.பிரபாகரன், 3/1, சேத்திக்குளம், செம்மங்குடி, கும்பகோணம். (2) ம.ரமேந்தர், 251, நடுத்தெரு, செம்மங்குடி, கும்பகோணம். bbox=[919, 1665, 1186, 1708]
heading-text: ஆதிதிராவிடர் கீழத்தெரு கிளை bbox=[962, 1720, 1143, 1736]
booth-number: பாகம் – 280 bbox=[634, 730, 691, 742]
